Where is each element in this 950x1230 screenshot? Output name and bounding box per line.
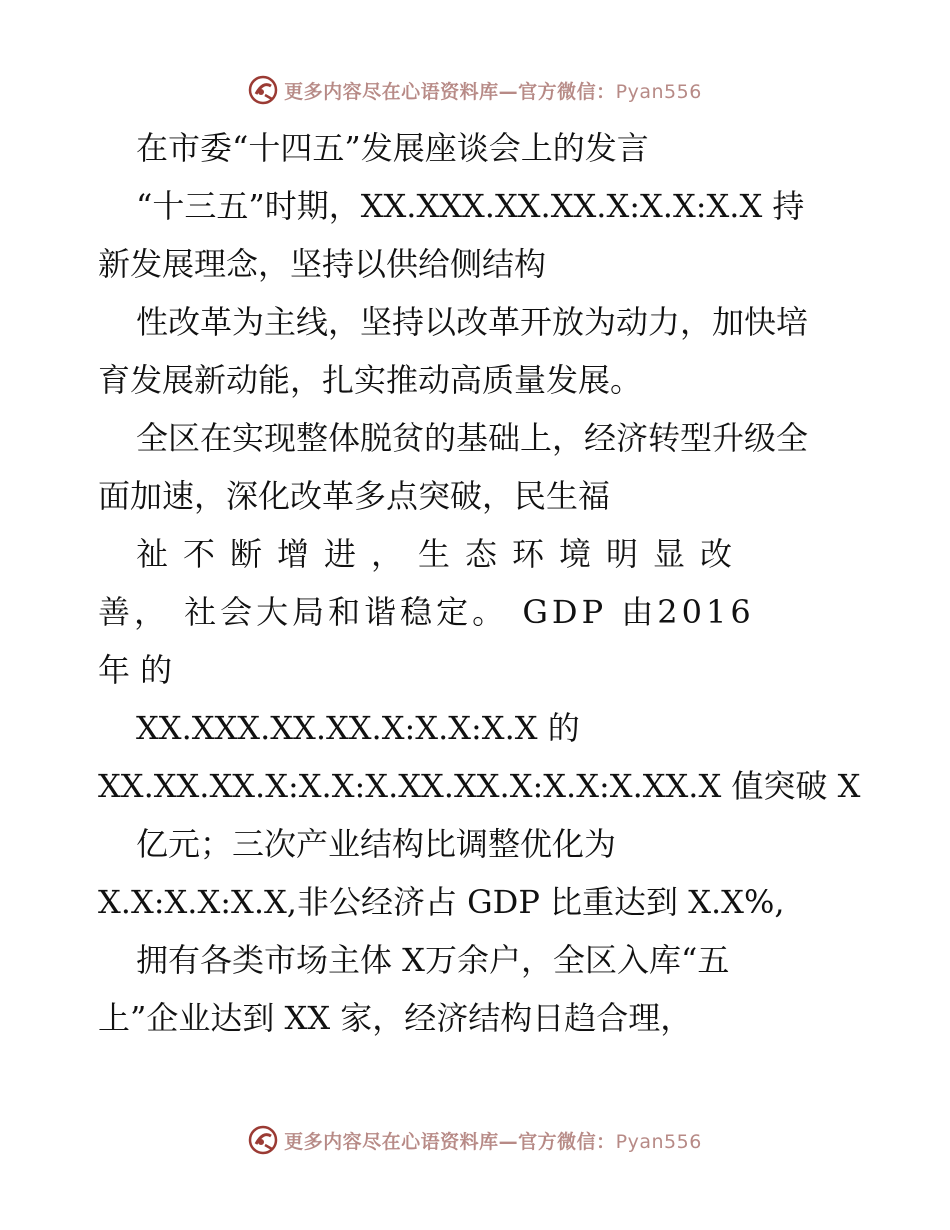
paragraph-line: 性改革为主线，坚持以改革开放为动力，加快培 <box>136 303 809 341</box>
paragraph-line: 祉不断增进，生态环境明显改 <box>136 535 748 573</box>
paragraph-line: 亿元；三次产业结构比调整优化为 <box>136 825 617 863</box>
paragraph-line: X.X:X.X:X.X,非公经济占 GDP 比重达到 X.X%, <box>98 883 785 921</box>
paragraph-line: “十三五”时期，XX.XXX.XX.XX.X:X.X:X.X 持 <box>136 187 805 225</box>
watermark-text: 更多内容尽在心语资料库—官方微信：Pyan556 <box>284 80 702 103</box>
paragraph-line: 全区在实现整体脱贫的基础上，经济转型升级全 <box>136 419 809 457</box>
watermark-text: 更多内容尽在心语资料库—官方微信：Pyan556 <box>284 1130 702 1153</box>
paragraph-line: 新发展理念，坚持以供给侧结构 <box>98 245 547 283</box>
paragraph-line: 面加速，深化改革多点突破，民生福 <box>98 477 611 515</box>
paragraph-line: 年 的 <box>98 651 173 689</box>
bee-logo-icon <box>248 1125 278 1155</box>
paragraph-line: XX.XXX.XX.XX.X:X.X:X.X 的 <box>136 709 580 747</box>
document-title: 在市委“十四五”发展座谈会上的发言 <box>136 129 649 167</box>
paragraph-line: 上”企业达到 XX 家，经济结构日趋合理， <box>98 999 693 1037</box>
paragraph-line: 育发展新动能，扎实推动高质量发展。 <box>98 361 643 399</box>
watermark-banner-bottom <box>0 1120 950 1160</box>
paragraph-line: 拥有各类市场主体 X万余户，全区入库“五 <box>136 941 730 979</box>
paragraph-line: 善， 社会大局和谐稳定。 GDP 由2016 <box>98 593 755 631</box>
paragraph-line: XX.XX.XX.X:X.X:X.XX.XX.X:X.X:X.XX.X 值突破 X <box>98 767 861 805</box>
